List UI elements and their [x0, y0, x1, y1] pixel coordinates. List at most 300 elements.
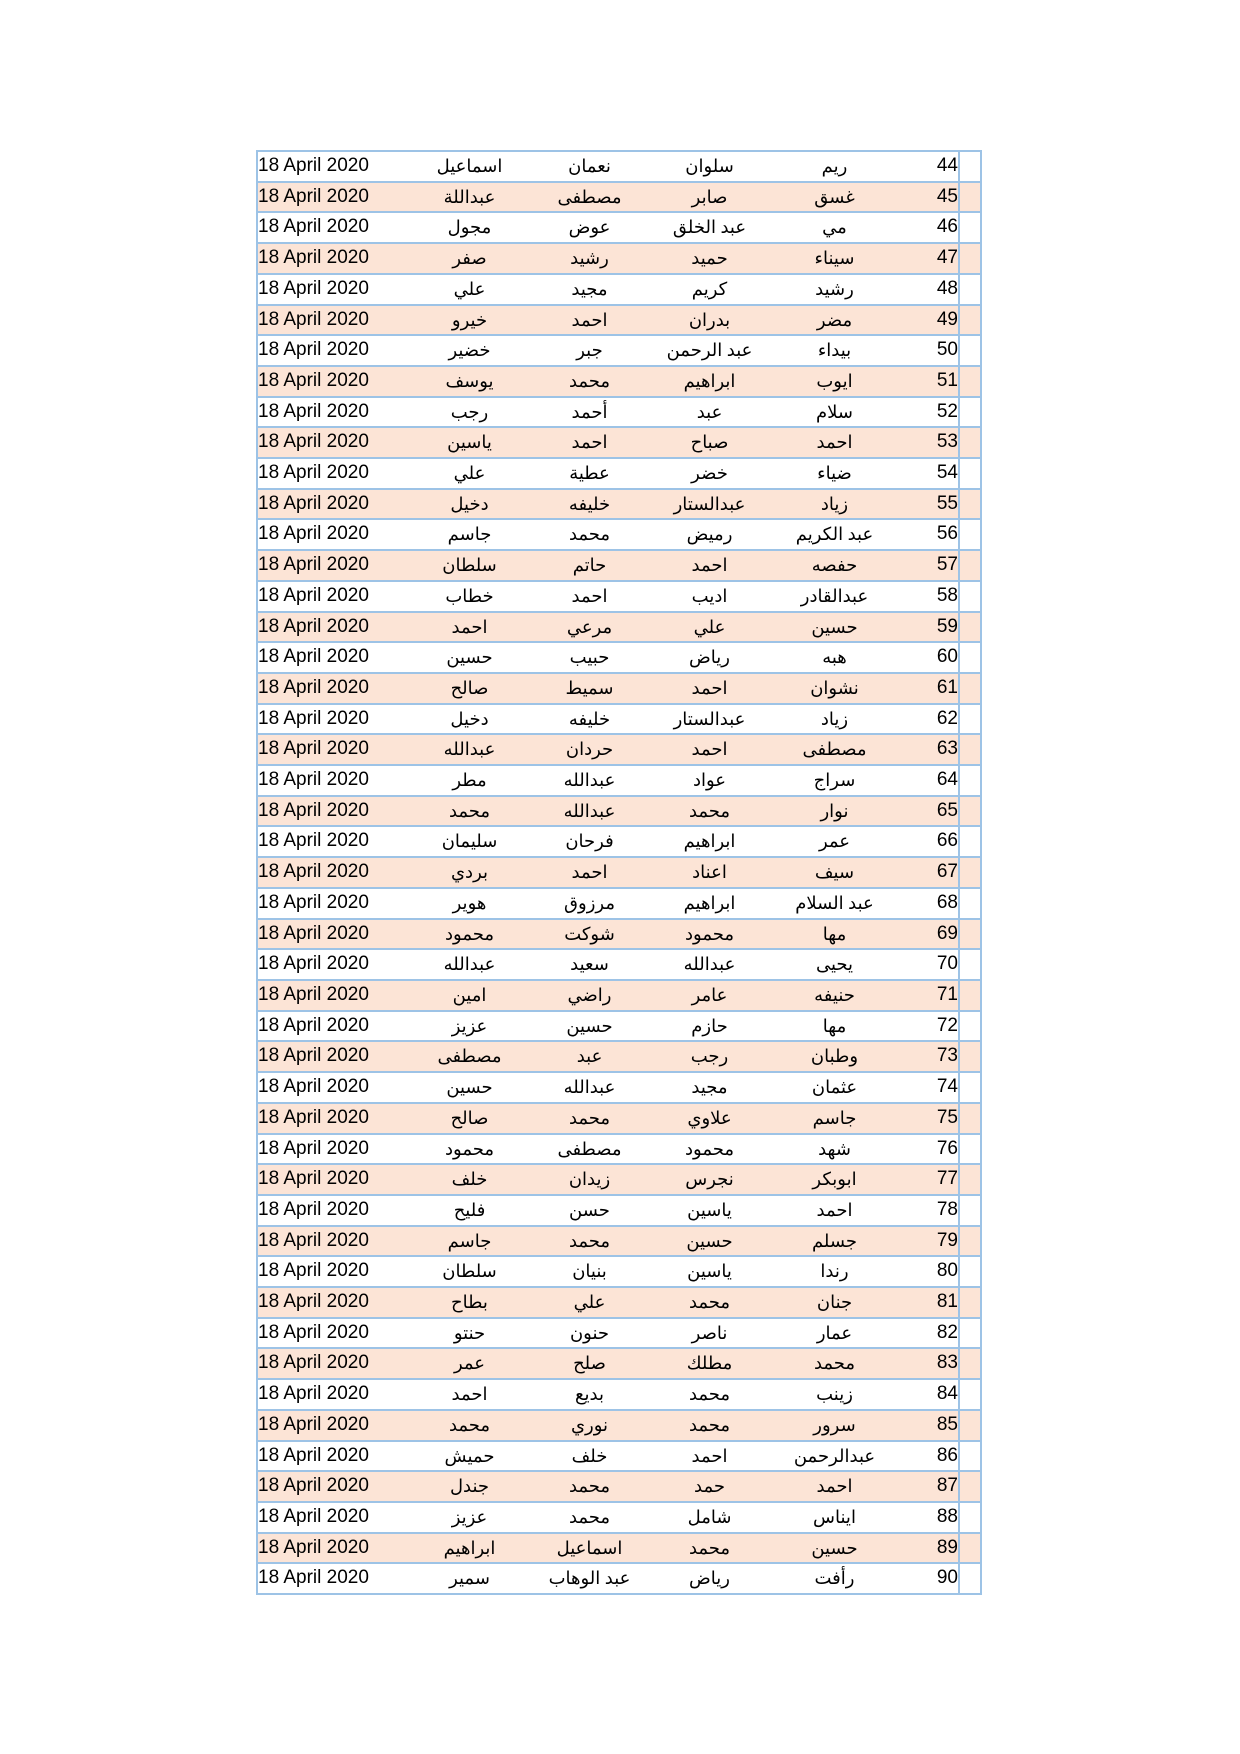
cell-father-name: عواد [647, 765, 772, 796]
cell-grandfather-name: فرحان [532, 826, 647, 857]
table-row [257, 335, 981, 366]
cell-grandfather-name: حسن [532, 1195, 647, 1226]
cell-grandfather-name: مجيد [532, 274, 647, 305]
table-row [257, 212, 981, 243]
table-row [257, 1195, 981, 1226]
cell-father-name: ابراهيم [647, 826, 772, 857]
cell-great-grandfather-name: ابراهيم [407, 1533, 532, 1564]
cell-row-number: 67 [897, 857, 959, 888]
table-row [257, 366, 981, 397]
cell-father-name: كريم [647, 274, 772, 305]
cell-date: 18 April 2020 [257, 1441, 407, 1472]
cell-empty-end [959, 1195, 981, 1226]
cell-grandfather-name: محمد [532, 519, 647, 550]
cell-grandfather-name: سعيد [532, 949, 647, 980]
cell-first-name: رأفت [772, 1563, 897, 1594]
cell-row-number: 49 [897, 305, 959, 336]
cell-empty-end [959, 519, 981, 550]
cell-date: 18 April 2020 [257, 1195, 407, 1226]
cell-great-grandfather-name: يوسف [407, 366, 532, 397]
cell-first-name: سلام [772, 397, 897, 428]
cell-first-name: احمد [772, 1471, 897, 1502]
table-row [257, 458, 981, 489]
cell-great-grandfather-name: صالح [407, 1103, 532, 1134]
cell-great-grandfather-name: صالح [407, 673, 532, 704]
cell-empty-end [959, 1410, 981, 1441]
cell-grandfather-name: عبد الوهاب [532, 1563, 647, 1594]
cell-great-grandfather-name: جندل [407, 1471, 532, 1502]
cell-date: 18 April 2020 [257, 366, 407, 397]
cell-grandfather-name: محمد [532, 1471, 647, 1502]
cell-first-name: سرور [772, 1410, 897, 1441]
cell-first-name: عبد السلام [772, 888, 897, 919]
cell-grandfather-name: رشيد [532, 243, 647, 274]
cell-empty-end [959, 826, 981, 857]
cell-empty-end [959, 980, 981, 1011]
cell-date: 18 April 2020 [257, 1471, 407, 1502]
cell-father-name: حمد [647, 1471, 772, 1502]
cell-father-name: رياض [647, 642, 772, 673]
cell-grandfather-name: عبدالله [532, 1072, 647, 1103]
cell-empty-end [959, 366, 981, 397]
table-row [257, 1226, 981, 1257]
cell-great-grandfather-name: حنتو [407, 1318, 532, 1349]
cell-empty-end [959, 1441, 981, 1472]
cell-first-name: حفصه [772, 550, 897, 581]
cell-first-name: زياد [772, 704, 897, 735]
table-row [257, 1348, 981, 1379]
cell-grandfather-name: عبدالله [532, 796, 647, 827]
cell-father-name: مجيد [647, 1072, 772, 1103]
cell-grandfather-name: عطية [532, 458, 647, 489]
cell-row-number: 52 [897, 397, 959, 428]
names-table [256, 150, 982, 1595]
cell-date: 18 April 2020 [257, 1072, 407, 1103]
cell-empty-end [959, 1072, 981, 1103]
cell-row-number: 79 [897, 1226, 959, 1257]
cell-grandfather-name: اسماعيل [532, 1533, 647, 1564]
cell-row-number: 80 [897, 1256, 959, 1287]
cell-grandfather-name: بديع [532, 1379, 647, 1410]
cell-empty-end [959, 1379, 981, 1410]
cell-great-grandfather-name: خضير [407, 335, 532, 366]
cell-father-name: حازم [647, 1011, 772, 1042]
cell-empty-end [959, 1471, 981, 1502]
cell-father-name: حسين [647, 1226, 772, 1257]
cell-row-number: 45 [897, 182, 959, 213]
table-row [257, 1134, 981, 1165]
cell-father-name: شامل [647, 1502, 772, 1533]
cell-grandfather-name: عبد [532, 1041, 647, 1072]
cell-empty-end [959, 1041, 981, 1072]
cell-first-name: مي [772, 212, 897, 243]
cell-row-number: 64 [897, 765, 959, 796]
cell-first-name: جسلم [772, 1226, 897, 1257]
cell-empty-end [959, 1287, 981, 1318]
table-row [257, 765, 981, 796]
cell-empty-end [959, 949, 981, 980]
cell-row-number: 71 [897, 980, 959, 1011]
cell-first-name: مضر [772, 305, 897, 336]
cell-first-name: سراج [772, 765, 897, 796]
table-row [257, 1533, 981, 1564]
cell-empty-end [959, 489, 981, 520]
cell-father-name: عبد الخلق [647, 212, 772, 243]
cell-first-name: ايوب [772, 366, 897, 397]
cell-grandfather-name: حاتم [532, 550, 647, 581]
table-row [257, 1072, 981, 1103]
table-row [257, 489, 981, 520]
cell-father-name: محمد [647, 1287, 772, 1318]
cell-great-grandfather-name: احمد [407, 1379, 532, 1410]
cell-great-grandfather-name: مجول [407, 212, 532, 243]
cell-empty-end [959, 397, 981, 428]
cell-grandfather-name: نوري [532, 1410, 647, 1441]
cell-grandfather-name: جبر [532, 335, 647, 366]
cell-empty-end [959, 1226, 981, 1257]
cell-grandfather-name: نعمان [532, 151, 647, 182]
cell-date: 18 April 2020 [257, 642, 407, 673]
cell-first-name: عبد الكريم [772, 519, 897, 550]
cell-great-grandfather-name: عبدالله [407, 734, 532, 765]
cell-grandfather-name: مصطفى [532, 182, 647, 213]
cell-first-name: جنان [772, 1287, 897, 1318]
cell-empty-end [959, 612, 981, 643]
cell-first-name: ايناس [772, 1502, 897, 1533]
table-row [257, 1103, 981, 1134]
cell-row-number: 73 [897, 1041, 959, 1072]
cell-empty-end [959, 182, 981, 213]
cell-first-name: ضياء [772, 458, 897, 489]
cell-empty-end [959, 212, 981, 243]
cell-first-name: شهد [772, 1134, 897, 1165]
cell-father-name: عامر [647, 980, 772, 1011]
cell-father-name: محمد [647, 1379, 772, 1410]
cell-empty-end [959, 1134, 981, 1165]
cell-date: 18 April 2020 [257, 458, 407, 489]
table-row [257, 305, 981, 336]
cell-father-name: عبدالستار [647, 704, 772, 735]
cell-father-name: ناصر [647, 1318, 772, 1349]
cell-great-grandfather-name: سمير [407, 1563, 532, 1594]
cell-date: 18 April 2020 [257, 182, 407, 213]
cell-row-number: 63 [897, 734, 959, 765]
cell-date: 18 April 2020 [257, 1563, 407, 1594]
cell-date: 18 April 2020 [257, 949, 407, 980]
table-row [257, 1011, 981, 1042]
cell-great-grandfather-name: علي [407, 458, 532, 489]
cell-great-grandfather-name: مصطفى [407, 1041, 532, 1072]
cell-grandfather-name: راضي [532, 980, 647, 1011]
table-row [257, 1318, 981, 1349]
cell-father-name: محمود [647, 919, 772, 950]
cell-great-grandfather-name: عزيز [407, 1011, 532, 1042]
cell-grandfather-name: احمد [532, 581, 647, 612]
cell-great-grandfather-name: عمر [407, 1348, 532, 1379]
cell-father-name: رميض [647, 519, 772, 550]
cell-great-grandfather-name: مطر [407, 765, 532, 796]
cell-row-number: 61 [897, 673, 959, 704]
cell-great-grandfather-name: علي [407, 274, 532, 305]
cell-date: 18 April 2020 [257, 1348, 407, 1379]
cell-first-name: وطبان [772, 1041, 897, 1072]
cell-row-number: 58 [897, 581, 959, 612]
cell-father-name: اديب [647, 581, 772, 612]
table-row [257, 612, 981, 643]
cell-grandfather-name: عبدالله [532, 765, 647, 796]
cell-date: 18 April 2020 [257, 826, 407, 857]
cell-date: 18 April 2020 [257, 151, 407, 182]
cell-father-name: محمد [647, 1533, 772, 1564]
cell-father-name: محمد [647, 1410, 772, 1441]
cell-great-grandfather-name: خلف [407, 1164, 532, 1195]
cell-father-name: بدران [647, 305, 772, 336]
cell-date: 18 April 2020 [257, 1011, 407, 1042]
cell-great-grandfather-name: صفر [407, 243, 532, 274]
cell-father-name: عبد الرحمن [647, 335, 772, 366]
cell-empty-end [959, 1164, 981, 1195]
cell-first-name: رشيد [772, 274, 897, 305]
cell-father-name: حميد [647, 243, 772, 274]
table-row [257, 642, 981, 673]
cell-empty-end [959, 888, 981, 919]
cell-first-name: عمار [772, 1318, 897, 1349]
cell-row-number: 77 [897, 1164, 959, 1195]
cell-father-name: اعناد [647, 857, 772, 888]
table-row [257, 1164, 981, 1195]
cell-first-name: مها [772, 1011, 897, 1042]
cell-row-number: 48 [897, 274, 959, 305]
cell-father-name: رياض [647, 1563, 772, 1594]
cell-row-number: 82 [897, 1318, 959, 1349]
cell-empty-end [959, 765, 981, 796]
cell-grandfather-name: زيدان [532, 1164, 647, 1195]
cell-row-number: 60 [897, 642, 959, 673]
cell-first-name: هبه [772, 642, 897, 673]
cell-date: 18 April 2020 [257, 305, 407, 336]
cell-row-number: 46 [897, 212, 959, 243]
cell-father-name: ابراهيم [647, 888, 772, 919]
cell-first-name: احمد [772, 1195, 897, 1226]
cell-great-grandfather-name: حسين [407, 1072, 532, 1103]
cell-row-number: 47 [897, 243, 959, 274]
cell-grandfather-name: حنون [532, 1318, 647, 1349]
cell-date: 18 April 2020 [257, 427, 407, 458]
cell-row-number: 56 [897, 519, 959, 550]
cell-row-number: 83 [897, 1348, 959, 1379]
cell-date: 18 April 2020 [257, 335, 407, 366]
cell-row-number: 44 [897, 151, 959, 182]
cell-date: 18 April 2020 [257, 397, 407, 428]
cell-empty-end [959, 243, 981, 274]
cell-date: 18 April 2020 [257, 857, 407, 888]
cell-father-name: رجب [647, 1041, 772, 1072]
table-row [257, 1441, 981, 1472]
cell-date: 18 April 2020 [257, 212, 407, 243]
cell-row-number: 89 [897, 1533, 959, 1564]
cell-grandfather-name: أحمد [532, 397, 647, 428]
cell-empty-end [959, 305, 981, 336]
cell-first-name: بيداء [772, 335, 897, 366]
cell-empty-end [959, 274, 981, 305]
cell-date: 18 April 2020 [257, 581, 407, 612]
cell-great-grandfather-name: هوير [407, 888, 532, 919]
cell-great-grandfather-name: حسين [407, 642, 532, 673]
cell-empty-end [959, 673, 981, 704]
cell-great-grandfather-name: بردي [407, 857, 532, 888]
cell-empty-end [959, 427, 981, 458]
cell-first-name: محمد [772, 1348, 897, 1379]
cell-great-grandfather-name: اسماعيل [407, 151, 532, 182]
cell-date: 18 April 2020 [257, 550, 407, 581]
cell-first-name: ريم [772, 151, 897, 182]
table-row [257, 826, 981, 857]
cell-row-number: 50 [897, 335, 959, 366]
cell-father-name: صابر [647, 182, 772, 213]
cell-great-grandfather-name: عزيز [407, 1502, 532, 1533]
cell-great-grandfather-name: خيرو [407, 305, 532, 336]
cell-grandfather-name: محمد [532, 366, 647, 397]
table-row [257, 796, 981, 827]
cell-date: 18 April 2020 [257, 673, 407, 704]
cell-father-name: احمد [647, 550, 772, 581]
cell-grandfather-name: علي [532, 1287, 647, 1318]
cell-grandfather-name: محمد [532, 1226, 647, 1257]
table-row [257, 857, 981, 888]
cell-great-grandfather-name: ياسين [407, 427, 532, 458]
cell-father-name: ياسين [647, 1256, 772, 1287]
cell-first-name: نوار [772, 796, 897, 827]
table-row [257, 949, 981, 980]
cell-row-number: 59 [897, 612, 959, 643]
cell-row-number: 74 [897, 1072, 959, 1103]
cell-great-grandfather-name: دخيل [407, 489, 532, 520]
table-row [257, 581, 981, 612]
cell-row-number: 51 [897, 366, 959, 397]
cell-row-number: 87 [897, 1471, 959, 1502]
table-row [257, 182, 981, 213]
cell-first-name: عبدالقادر [772, 581, 897, 612]
cell-empty-end [959, 1563, 981, 1594]
cell-date: 18 April 2020 [257, 1318, 407, 1349]
cell-grandfather-name: خليفه [532, 489, 647, 520]
table-row [257, 550, 981, 581]
cell-empty-end [959, 704, 981, 735]
cell-row-number: 86 [897, 1441, 959, 1472]
cell-great-grandfather-name: جاسم [407, 1226, 532, 1257]
cell-row-number: 88 [897, 1502, 959, 1533]
cell-father-name: ياسين [647, 1195, 772, 1226]
cell-row-number: 75 [897, 1103, 959, 1134]
cell-grandfather-name: مرزوق [532, 888, 647, 919]
table-row [257, 397, 981, 428]
cell-father-name: مطلك [647, 1348, 772, 1379]
table-row [257, 1563, 981, 1594]
cell-empty-end [959, 796, 981, 827]
cell-great-grandfather-name: سلطان [407, 1256, 532, 1287]
cell-father-name: علاوي [647, 1103, 772, 1134]
cell-empty-end [959, 458, 981, 489]
cell-date: 18 April 2020 [257, 888, 407, 919]
cell-date: 18 April 2020 [257, 1041, 407, 1072]
table-row [257, 519, 981, 550]
cell-grandfather-name: عوض [532, 212, 647, 243]
cell-great-grandfather-name: دخيل [407, 704, 532, 735]
cell-grandfather-name: مرعي [532, 612, 647, 643]
cell-date: 18 April 2020 [257, 612, 407, 643]
cell-date: 18 April 2020 [257, 1226, 407, 1257]
cell-great-grandfather-name: سلطان [407, 550, 532, 581]
cell-grandfather-name: سميط [532, 673, 647, 704]
cell-first-name: عثمان [772, 1072, 897, 1103]
cell-grandfather-name: محمد [532, 1502, 647, 1533]
cell-father-name: عبدالستار [647, 489, 772, 520]
cell-empty-end [959, 857, 981, 888]
cell-grandfather-name: محمد [532, 1103, 647, 1134]
cell-empty-end [959, 642, 981, 673]
cell-great-grandfather-name: حميش [407, 1441, 532, 1472]
cell-empty-end [959, 1256, 981, 1287]
cell-date: 18 April 2020 [257, 1502, 407, 1533]
cell-father-name: محمد [647, 796, 772, 827]
cell-great-grandfather-name: خطاب [407, 581, 532, 612]
table-row [257, 1471, 981, 1502]
cell-great-grandfather-name: عبدالله [407, 949, 532, 980]
cell-row-number: 72 [897, 1011, 959, 1042]
cell-great-grandfather-name: احمد [407, 612, 532, 643]
cell-great-grandfather-name: محمود [407, 1134, 532, 1165]
cell-grandfather-name: احمد [532, 427, 647, 458]
cell-first-name: رندا [772, 1256, 897, 1287]
cell-father-name: ابراهيم [647, 366, 772, 397]
cell-date: 18 April 2020 [257, 1164, 407, 1195]
cell-date: 18 April 2020 [257, 1103, 407, 1134]
cell-date: 18 April 2020 [257, 243, 407, 274]
cell-father-name: صباح [647, 427, 772, 458]
cell-empty-end [959, 335, 981, 366]
cell-first-name: احمد [772, 427, 897, 458]
cell-grandfather-name: بنيان [532, 1256, 647, 1287]
cell-first-name: زياد [772, 489, 897, 520]
cell-great-grandfather-name: امين [407, 980, 532, 1011]
cell-date: 18 April 2020 [257, 489, 407, 520]
cell-row-number: 57 [897, 550, 959, 581]
cell-first-name: مها [772, 919, 897, 950]
cell-row-number: 53 [897, 427, 959, 458]
table-row [257, 673, 981, 704]
cell-first-name: سيف [772, 857, 897, 888]
cell-grandfather-name: حسين [532, 1011, 647, 1042]
table-row [257, 243, 981, 274]
cell-row-number: 68 [897, 888, 959, 919]
cell-great-grandfather-name: محمد [407, 796, 532, 827]
cell-empty-end [959, 1103, 981, 1134]
cell-empty-end [959, 1318, 981, 1349]
cell-row-number: 65 [897, 796, 959, 827]
cell-great-grandfather-name: جاسم [407, 519, 532, 550]
cell-grandfather-name: احمد [532, 305, 647, 336]
cell-first-name: حسين [772, 612, 897, 643]
cell-first-name: حنيفه [772, 980, 897, 1011]
cell-date: 18 April 2020 [257, 1379, 407, 1410]
cell-father-name: محمود [647, 1134, 772, 1165]
table-row [257, 888, 981, 919]
cell-empty-end [959, 151, 981, 182]
cell-first-name: ابوبكر [772, 1164, 897, 1195]
cell-empty-end [959, 1011, 981, 1042]
table-row [257, 919, 981, 950]
cell-first-name: جاسم [772, 1103, 897, 1134]
